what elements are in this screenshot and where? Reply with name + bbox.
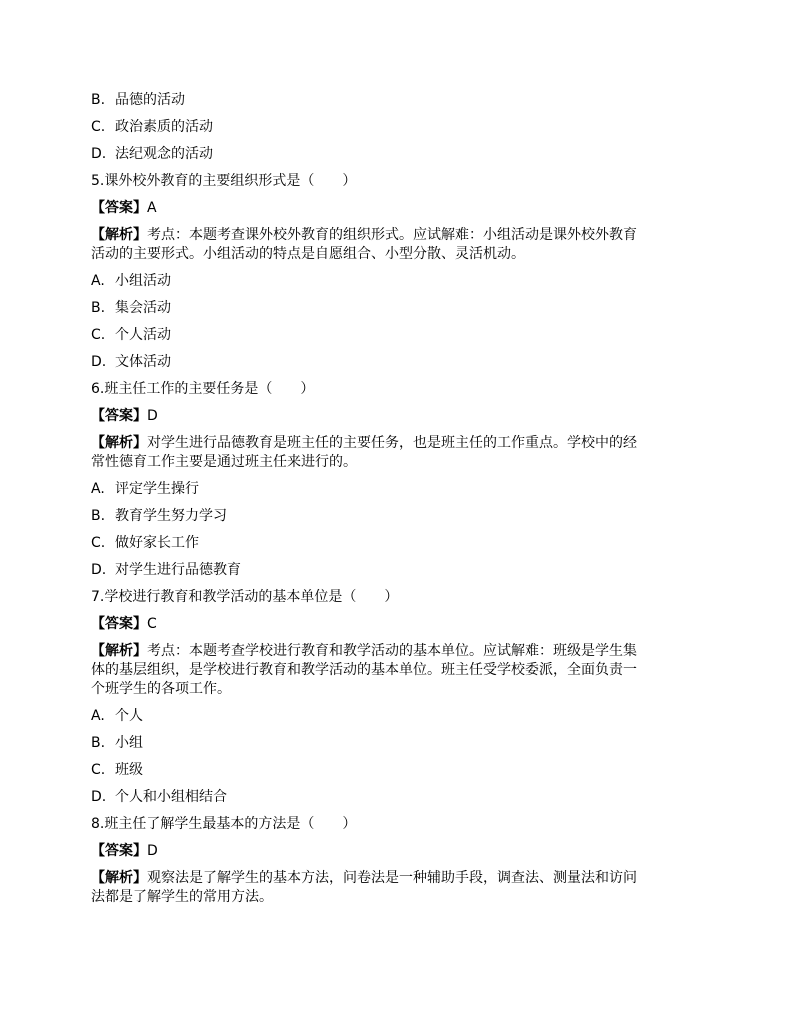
explanation-text: 活动的主要形式。小组活动的特点是自愿组合、小型分散、灵活机动。 — [91, 246, 525, 262]
answer-line — [91, 842, 703, 869]
option-letter: B. — [91, 508, 106, 524]
bracket-close: 】 — [133, 227, 147, 243]
bracket-open: 【 — [91, 843, 105, 859]
question-line: 8.班主任了解学生最基本的方法是（ ） — [91, 816, 357, 832]
option-letter: A. — [91, 273, 105, 289]
option-line — [91, 480, 703, 507]
option-letter: A. — [91, 708, 105, 724]
answer-value: C — [147, 616, 157, 632]
answer-label: 答案 — [105, 843, 133, 859]
option-text: 个人 — [115, 708, 143, 724]
option-line — [91, 353, 703, 380]
option-letter: B. — [91, 300, 106, 316]
option-letter: B. — [91, 92, 106, 108]
explanation-block — [91, 642, 703, 699]
option-letter: C. — [91, 119, 106, 135]
explanation-text: 法都是了解学生的常用方法。 — [91, 889, 273, 905]
answer-value: A — [147, 200, 157, 216]
option-text: 对学生进行品德教育 — [115, 562, 241, 578]
option-text: 个人和小组相结合 — [115, 789, 227, 805]
option-text: 小组活动 — [115, 273, 171, 289]
explanation-text: 常性德育工作主要是通过班主任来进行的。 — [91, 454, 357, 470]
question-line: 5.课外校外教育的主要组织形式是（ ） — [91, 173, 357, 189]
option-line — [91, 91, 703, 118]
bracket-close: 】 — [133, 200, 147, 216]
bracket-close: 】 — [133, 870, 147, 886]
answer-line — [91, 407, 703, 434]
bracket-open: 【 — [91, 616, 105, 632]
explanation-line — [91, 642, 703, 661]
question-line: 6.班主任工作的主要任务是（ ） — [91, 381, 315, 397]
option-text: 小组 — [115, 735, 143, 751]
option-text: 政治素质的活动 — [115, 119, 213, 135]
document-page — [91, 91, 703, 915]
explanation-line — [91, 226, 703, 245]
answer-label: 答案 — [105, 408, 133, 424]
explanation-line — [91, 453, 703, 472]
option-line — [91, 145, 703, 172]
option-letter: C. — [91, 327, 106, 343]
bracket-open: 【 — [91, 408, 105, 424]
answer-value: D — [147, 408, 158, 424]
option-letter: C. — [91, 762, 106, 778]
explanation-label: 解析 — [105, 435, 133, 451]
explanation-text: 考点：本题考查学校进行教育和教学活动的基本单位。应试解难：班级是学生集 — [147, 643, 637, 659]
option-line — [91, 788, 703, 815]
option-text: 评定学生操行 — [115, 481, 199, 497]
option-text: 集会活动 — [115, 300, 171, 316]
option-letter: A. — [91, 481, 105, 497]
explanation-line — [91, 434, 703, 453]
explanation-label: 解析 — [105, 227, 133, 243]
explanation-block — [91, 434, 703, 472]
explanation-line — [91, 869, 703, 888]
bracket-close: 】 — [133, 843, 147, 859]
option-line — [91, 299, 703, 326]
bracket-open: 【 — [91, 435, 105, 451]
explanation-line — [91, 680, 703, 699]
bracket-close: 】 — [133, 616, 147, 632]
option-text: 品德的活动 — [115, 92, 185, 108]
option-text: 教育学生努力学习 — [115, 508, 227, 524]
answer-line — [91, 615, 703, 642]
bracket-open: 【 — [91, 200, 105, 216]
option-letter: B. — [91, 735, 106, 751]
question-line: 7.学校进行教育和教学活动的基本单位是（ ） — [91, 589, 399, 605]
explanation-label: 解析 — [105, 643, 133, 659]
option-line — [91, 707, 703, 734]
bracket-close: 】 — [133, 408, 147, 424]
explanation-line — [91, 661, 703, 680]
explanation-line — [91, 888, 703, 907]
answer-line — [91, 199, 703, 226]
explanation-text: 个班学生的各项工作。 — [91, 681, 231, 697]
option-text: 个人活动 — [115, 327, 171, 343]
explanation-label: 解析 — [105, 870, 133, 886]
option-text: 班级 — [115, 762, 143, 778]
option-line — [91, 326, 703, 353]
explanation-text: 观察法是了解学生的基本方法，问卷法是一种辅助手段，调查法、测量法和访问 — [147, 870, 637, 886]
answer-value: D — [147, 843, 158, 859]
explanation-text: 对学生进行品德教育是班主任的主要任务，也是班主任的工作重点。学校中的经 — [147, 435, 637, 451]
bracket-open: 【 — [91, 870, 105, 886]
option-letter: D. — [91, 354, 107, 370]
answer-label: 答案 — [105, 616, 133, 632]
bracket-close: 】 — [133, 643, 147, 659]
option-letter: D. — [91, 562, 107, 578]
explanation-line — [91, 245, 703, 264]
option-letter: C. — [91, 535, 106, 551]
explanation-block — [91, 869, 703, 907]
option-line — [91, 272, 703, 299]
bracket-open: 【 — [91, 227, 105, 243]
explanation-text: 体的基层组织，是学校进行教育和教学活动的基本单位。班主任受学校委派，全面负责一 — [91, 662, 637, 678]
option-line — [91, 118, 703, 145]
option-text: 文体活动 — [115, 354, 171, 370]
answer-label: 答案 — [105, 200, 133, 216]
explanation-text: 考点：本题考查课外校外教育的组织形式。应试解难：小组活动是课外校外教育 — [147, 227, 637, 243]
option-line — [91, 561, 703, 588]
option-line — [91, 761, 703, 788]
option-text: 做好家长工作 — [115, 535, 199, 551]
option-text: 法纪观念的活动 — [115, 146, 213, 162]
explanation-block — [91, 226, 703, 264]
bracket-close: 】 — [133, 435, 147, 451]
option-line — [91, 534, 703, 561]
option-letter: D. — [91, 789, 107, 805]
option-line — [91, 507, 703, 534]
bracket-open: 【 — [91, 643, 105, 659]
option-letter: D. — [91, 146, 107, 162]
option-line — [91, 734, 703, 761]
